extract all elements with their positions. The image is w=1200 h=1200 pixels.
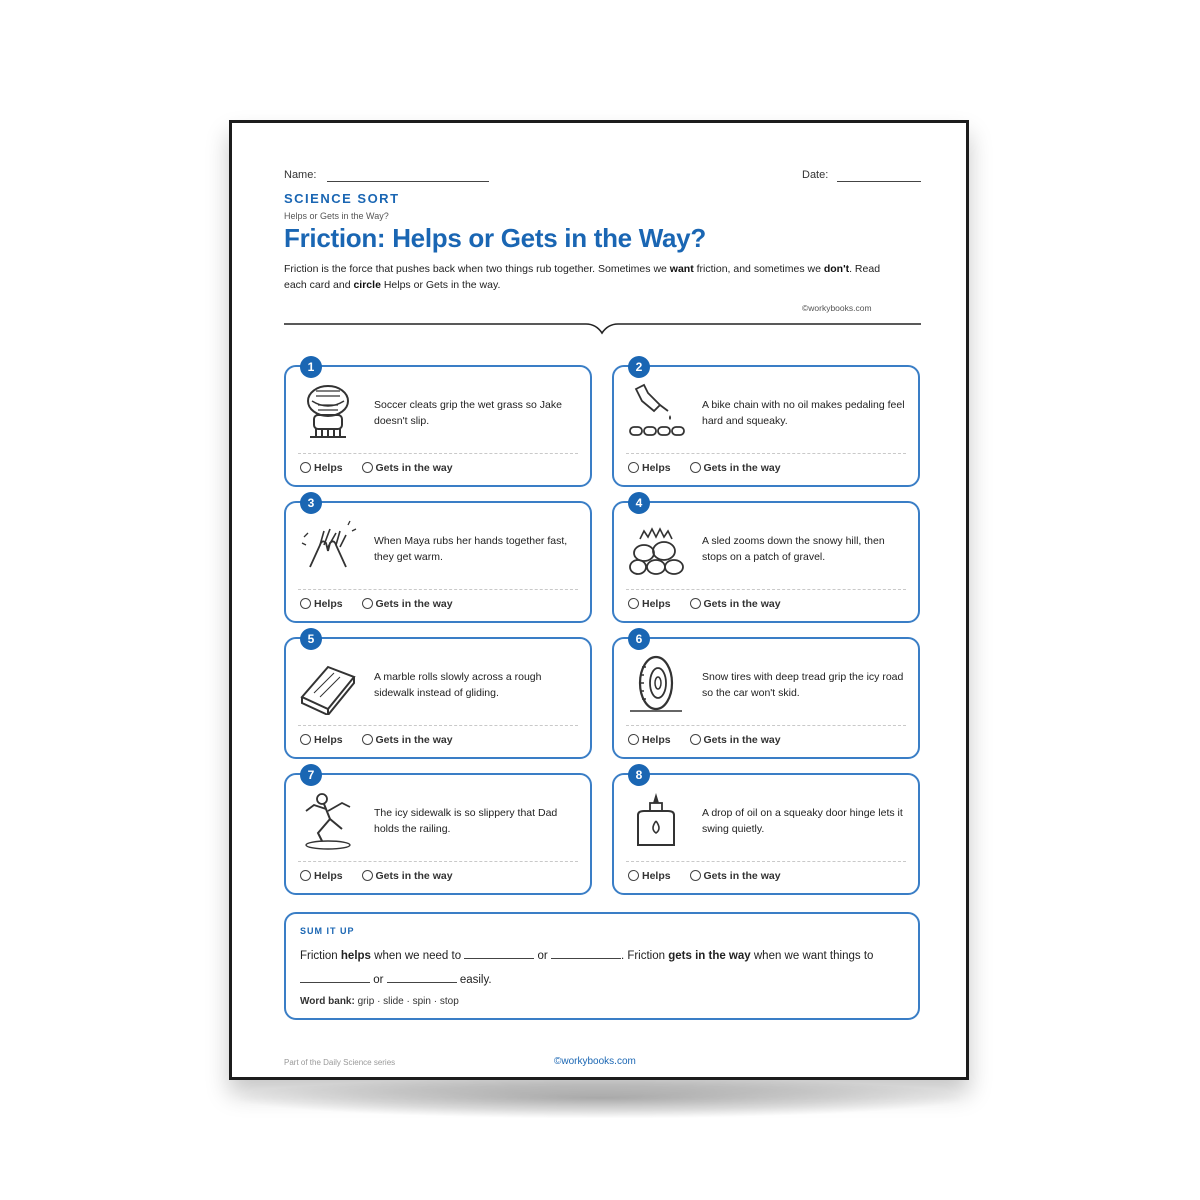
card-text: A sled zooms down the snowy hill, then stops on a patch of gravel.: [702, 535, 885, 563]
card-2: [612, 360, 920, 487]
footer-series: Part of the Daily Science series: [284, 1058, 396, 1067]
answer-blank[interactable]: [300, 970, 370, 983]
card-options: [628, 734, 797, 746]
radio-circle-icon[interactable]: [300, 734, 311, 745]
card-number: 2: [628, 356, 650, 378]
oilcan-chain-icon: [626, 381, 686, 443]
gets-label: Gets in the way: [703, 870, 781, 882]
card-4: [612, 496, 920, 623]
card-1: [284, 360, 592, 487]
card-divider: [298, 725, 578, 726]
card-options: [628, 462, 797, 474]
word-bank-label: Word bank:: [300, 996, 355, 1007]
block-icon: [298, 653, 358, 715]
radio-circle-icon[interactable]: [690, 734, 701, 745]
gets-label: Gets in the way: [703, 462, 781, 474]
gets-in-the-way-option[interactable]: [690, 598, 781, 610]
summary-text: easily.: [456, 974, 492, 986]
word-bank: [300, 996, 459, 1007]
card-number: 7: [300, 764, 322, 786]
card-divider: [626, 725, 906, 726]
card-6: [612, 632, 920, 759]
radio-circle-icon[interactable]: [690, 462, 701, 473]
intro-paragraph: [284, 261, 904, 293]
header-divider: [284, 317, 921, 337]
card-divider: [626, 861, 906, 862]
helps-label: Helps: [314, 734, 343, 746]
sum-it-up-box: [284, 912, 920, 1020]
radio-circle-icon[interactable]: [690, 598, 701, 609]
helps-option[interactable]: [628, 598, 671, 610]
oil-bottle-icon: [626, 789, 686, 851]
gets-in-the-way-option[interactable]: [362, 462, 453, 474]
helps-option[interactable]: [300, 734, 343, 746]
helps-label: Helps: [314, 462, 343, 474]
radio-circle-icon[interactable]: [362, 598, 373, 609]
summary-text: Friction: [300, 950, 341, 962]
sheet-shadow: [240, 1078, 960, 1118]
card-text: The icy sidewalk is so slippery that Dad holds the railing.: [374, 807, 558, 835]
radio-circle-icon[interactable]: [628, 870, 639, 881]
summary-or: or: [373, 974, 384, 986]
card-3: [284, 496, 592, 623]
gets-label: Gets in the way: [375, 870, 453, 882]
helps-label: Helps: [314, 598, 343, 610]
helps-option[interactable]: [300, 870, 343, 882]
card-options: [300, 734, 469, 746]
section-subkicker: Helps or Gets in the Way?: [284, 211, 389, 221]
sum-it-up-heading: SUM IT UP: [300, 926, 355, 936]
gets-label: Gets in the way: [375, 462, 453, 474]
card-divider: [626, 453, 906, 454]
card-5: [284, 632, 592, 759]
section-kicker: SCIENCE SORT: [284, 191, 400, 206]
gravel-icon: [626, 517, 686, 579]
helps-option[interactable]: [628, 870, 671, 882]
slipping-person-icon: [298, 789, 358, 851]
hands-icon: [298, 517, 358, 579]
card-number: 4: [628, 492, 650, 514]
summary-gets: gets in the way: [668, 950, 751, 962]
radio-circle-icon[interactable]: [362, 462, 373, 473]
card-options: [300, 870, 469, 882]
radio-circle-icon[interactable]: [300, 598, 311, 609]
footer-site[interactable]: ©workybooks.com: [554, 1056, 636, 1067]
intro-text: Helps or Gets in the way.: [380, 279, 501, 291]
card-number: 1: [300, 356, 322, 378]
radio-circle-icon[interactable]: [628, 734, 639, 745]
radio-circle-icon[interactable]: [362, 870, 373, 881]
answer-blank[interactable]: [464, 946, 534, 959]
card-options: [628, 870, 797, 882]
word-bank-words: grip · slide · spin · stop: [357, 996, 459, 1007]
helps-label: Helps: [642, 598, 671, 610]
radio-circle-icon[interactable]: [362, 734, 373, 745]
helps-option[interactable]: [628, 462, 671, 474]
gets-label: Gets in the way: [375, 598, 453, 610]
sum-it-up-text: [300, 944, 900, 992]
intro-text: Friction is the force that pushes back when two things rub together. Sometimes we: [284, 263, 670, 275]
summary-text: when we want things to: [750, 950, 874, 962]
card-number: 8: [628, 764, 650, 786]
card-text: Snow tires with deep tread grip the icy road so the car won't skid.: [702, 671, 904, 699]
radio-circle-icon[interactable]: [300, 462, 311, 473]
card-options: [300, 598, 469, 610]
gets-in-the-way-option[interactable]: [362, 598, 453, 610]
card-options: [628, 598, 797, 610]
answer-blank[interactable]: [387, 970, 457, 983]
helps-label: Helps: [642, 734, 671, 746]
radio-circle-icon[interactable]: [690, 870, 701, 881]
card-number: 6: [628, 628, 650, 650]
credit: ©workybooks.com: [802, 303, 872, 313]
card-text: A drop of oil on a squeaky door hinge lets it swing quietly.: [702, 807, 903, 835]
gets-in-the-way-option[interactable]: [362, 734, 453, 746]
card-options: [300, 462, 469, 474]
worksheet-page: [229, 120, 969, 1080]
name-label: Name:: [284, 169, 317, 181]
tire-icon: [626, 653, 686, 715]
date-line[interactable]: [837, 181, 921, 182]
helps-option[interactable]: [300, 598, 343, 610]
intro-text: . Read each card and: [284, 263, 881, 291]
card-text: Soccer cleats grip the wet grass so Jake doesn't slip.: [374, 399, 562, 427]
card-text: When Maya rubs her hands together fast, they get warm.: [374, 535, 568, 563]
gets-label: Gets in the way: [375, 734, 453, 746]
gets-in-the-way-option[interactable]: [690, 734, 781, 746]
cleat-icon: [298, 381, 358, 443]
answer-blank[interactable]: [551, 946, 621, 959]
gets-in-the-way-option[interactable]: [690, 870, 781, 882]
card-8: [612, 768, 920, 895]
gets-in-the-way-option[interactable]: [690, 462, 781, 474]
intro-text: friction, and sometimes we: [693, 263, 824, 275]
radio-circle-icon[interactable]: [628, 462, 639, 473]
card-number: 3: [300, 492, 322, 514]
card-number: 5: [300, 628, 322, 650]
card-divider: [626, 589, 906, 590]
card-divider: [298, 453, 578, 454]
helps-label: Helps: [314, 870, 343, 882]
helps-option[interactable]: [300, 462, 343, 474]
gets-label: Gets in the way: [703, 598, 781, 610]
name-line[interactable]: [327, 181, 489, 182]
page-title: Friction: Helps or Gets in the Way?: [284, 223, 706, 253]
helps-label: Helps: [642, 870, 671, 882]
summary-helps: helps: [340, 950, 371, 962]
intro-dont: don't: [823, 263, 850, 275]
card-divider: [298, 861, 578, 862]
summary-text: when we need to: [370, 950, 465, 962]
card-divider: [298, 589, 578, 590]
helps-option[interactable]: [628, 734, 671, 746]
helps-label: Helps: [642, 462, 671, 474]
intro-want: want: [669, 263, 694, 275]
radio-circle-icon[interactable]: [300, 870, 311, 881]
summary-text: . Friction: [620, 950, 669, 962]
intro-circle: circle: [353, 279, 381, 291]
radio-circle-icon[interactable]: [628, 598, 639, 609]
gets-in-the-way-option[interactable]: [362, 870, 453, 882]
gets-label: Gets in the way: [703, 734, 781, 746]
card-text: A bike chain with no oil makes pedaling feel hard and squeaky.: [702, 399, 905, 427]
date-label: Date:: [802, 169, 829, 181]
card-text: A marble rolls slowly across a rough sidewalk instead of gliding.: [374, 671, 542, 699]
summary-or: or: [537, 950, 548, 962]
card-7: [284, 768, 592, 895]
